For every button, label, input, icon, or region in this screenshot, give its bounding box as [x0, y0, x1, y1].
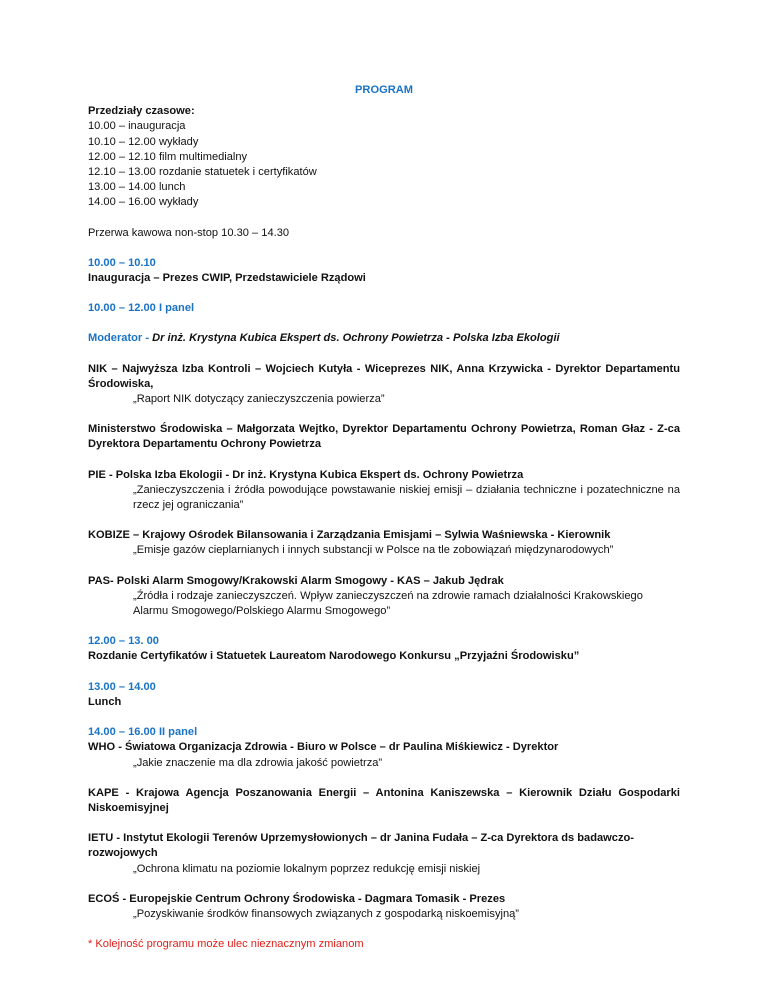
talk-speaker: Ministerstwo Środowiska – Małgorzata Wejtko, Dyrektor Departamentu Ochrony Powietrza, Roman Głaz - Z-ca Dyrektora Departamentu Ochrony Powietrza — [88, 423, 680, 451]
moderator-label: Moderator - — [88, 332, 153, 345]
lunch-time: 13.00 – 14.00 — [88, 680, 156, 693]
awards-time: 12.00 – 13. 00 — [88, 635, 159, 648]
time-slot: 13.00 – 14.00 lunch — [88, 181, 186, 194]
talk-topic: „Ochrona klimatu na poziomie lokalnym poprzez redukcję emisji niskiej — [133, 862, 481, 875]
awards-text: Rozdanie Certyfikatów i Statuetek Laureatom Narodowego Konkursu „Przyjaźni Środowisku” — [88, 650, 580, 663]
inauguration-time: 10.00 – 10.10 — [88, 256, 156, 269]
time-slot: 12.10 – 13.00 rozdanie statuetek i certyfikatów — [88, 166, 317, 179]
time-slot: 12.00 – 12.10 film multimedialny — [88, 150, 248, 163]
talk-speaker: NIK – Najwyższa Izba Kontroli – Wojciech Kutyła - Wiceprezes NIK, Anna Krzywicka - Dyrektor Departamentu Środowiska, — [88, 362, 680, 390]
talk-speaker: PAS- Polski Alarm Smogowy/Krakowski Alarm Smogowy - KAS – Jakub Jędrak — [88, 574, 504, 587]
page-title: PROGRAM — [355, 84, 413, 96]
lunch-text: Lunch — [88, 695, 122, 708]
talk-speaker: KAPE - Krajowa Agencja Poszanowania Energii – Antonina Kaniszewska – Kierownik Działu Gospodarki Niskoemisyjnej — [88, 786, 680, 814]
moderator-text: Dr inż. Krystyna Kubica Ekspert ds. Ochrony Powietrza - Polska Izba Ekologii — [152, 332, 560, 345]
talk-speaker: KOBIZE – Krajowy Ośrodek Bilansowania i Zarządzania Emisjami – Sylwia Waśniewska - Kierownik — [88, 529, 611, 542]
time-slot: 10.00 – inauguracja — [88, 120, 186, 133]
panel2-time: 14.00 – 16.00 II panel — [88, 726, 198, 739]
talk-speaker: WHO - Światowa Organizacja Zdrowia - Biuro w Polsce – dr Paulina Miśkiewicz - Dyrektor — [88, 741, 559, 754]
coffee-break: Przerwa kawowa non-stop 10.30 – 14.30 — [88, 226, 290, 239]
talk-topic: „Emisje gazów cieplarnianych i innych substancji w Polsce na tle zobowiązań międzynarodowych” — [133, 544, 614, 557]
talk-topic: „Źródła i rodzaje zanieczyszczeń. Wpływ zanieczyszczeń na zdrowie ramach działalności Krakowskiego Alarmu Smogowego/Polskiego Alarmu Smogowego” — [133, 589, 643, 618]
time-slot: 14.00 – 16.00 wykłady — [88, 196, 199, 209]
moderator-line — [88, 331, 680, 346]
talk-topic: „Raport NIK dotyczący zanieczyszczenia powierza” — [133, 393, 385, 406]
footnote: * Kolejność programu może ulec nieznacznym zmianom — [88, 938, 364, 951]
talk-speaker: PIE - Polska Izba Ekologii - Dr inż. Krystyna Kubica Ekspert ds. Ochrony Powietrza — [88, 468, 524, 481]
talk-speaker: ECOŚ - Europejskie Centrum Ochrony Środowiska - Dagmara Tomasik - Prezes — [88, 892, 506, 905]
talk-topic: „Zanieczyszczenia i źródła powodujące powstawanie niskiej emisji – działania techniczne i pozatechniczne na rzecz jej ograniczania” — [133, 483, 680, 512]
talk-speaker: IETU - Instytut Ekologii Terenów Uprzemysłowionych – dr Janina Fudała – Z-ca Dyrektora ds badawczo-rozwojowych — [88, 832, 634, 860]
talk-topic: „Pozyskiwanie środków finansowych związanych z gospodarką niskoemisyjną” — [133, 907, 519, 920]
talk-topic: „Jakie znaczenie ma dla zdrowia jakość powietrza” — [133, 756, 383, 769]
time-slot: 10.10 – 12.00 wykłady — [88, 135, 199, 148]
panel1-time: 10.00 – 12.00 I panel — [88, 302, 195, 315]
time-slots-header: Przedziały czasowe: — [88, 105, 195, 118]
inauguration-text: Inauguracja – Prezes CWIP, Przedstawiciele Rządowi — [88, 272, 366, 285]
